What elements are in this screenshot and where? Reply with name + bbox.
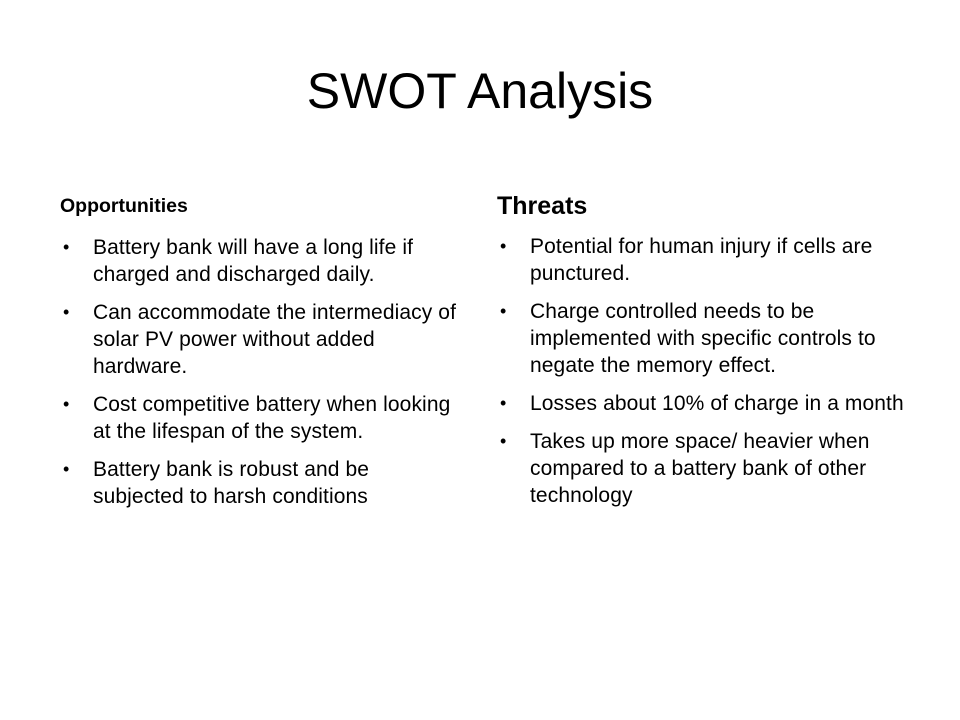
threats-column <box>497 186 907 520</box>
bullet-icon: • <box>63 302 70 322</box>
bullet-icon: • <box>63 394 70 414</box>
opportunities-heading: Opportunities <box>60 194 188 217</box>
bullet-icon: • <box>63 237 70 257</box>
bullet-text: Battery bank will have a long life if charged and discharged daily. <box>93 236 414 286</box>
bullet-icon: • <box>500 431 507 451</box>
list-item <box>60 234 460 288</box>
threats-list <box>497 233 907 509</box>
bullet-icon: • <box>500 236 507 256</box>
bullet-text: Cost competitive battery when looking at the lifespan of the system. <box>93 393 451 443</box>
list-item <box>60 456 460 510</box>
opportunities-list <box>60 234 460 510</box>
bullet-text: Battery bank is robust and be subjected to harsh conditions <box>93 458 370 508</box>
bullet-text: Can accommodate the intermediacy of solar PV power without added hardware. <box>93 301 457 378</box>
list-item <box>497 428 907 509</box>
opportunities-column <box>60 186 460 521</box>
list-item <box>497 298 907 379</box>
list-item <box>497 233 907 287</box>
list-item <box>60 299 460 380</box>
bullet-text: Charge controlled needs to be implemented with specific controls to negate the memory effect. <box>530 300 876 377</box>
bullet-text: Losses about 10% of charge in a month <box>530 392 904 415</box>
bullet-icon: • <box>63 459 70 479</box>
list-item <box>60 391 460 445</box>
list-item <box>497 390 907 417</box>
threats-heading: Threats <box>497 191 588 220</box>
bullet-icon: • <box>500 301 507 321</box>
bullet-text: Potential for human injury if cells are punctured. <box>530 235 873 285</box>
slide-title: SWOT Analysis <box>306 63 654 119</box>
bullet-text: Takes up more space/ heavier when compared to a battery bank of other technology <box>530 430 870 507</box>
bullet-icon: • <box>500 393 507 413</box>
